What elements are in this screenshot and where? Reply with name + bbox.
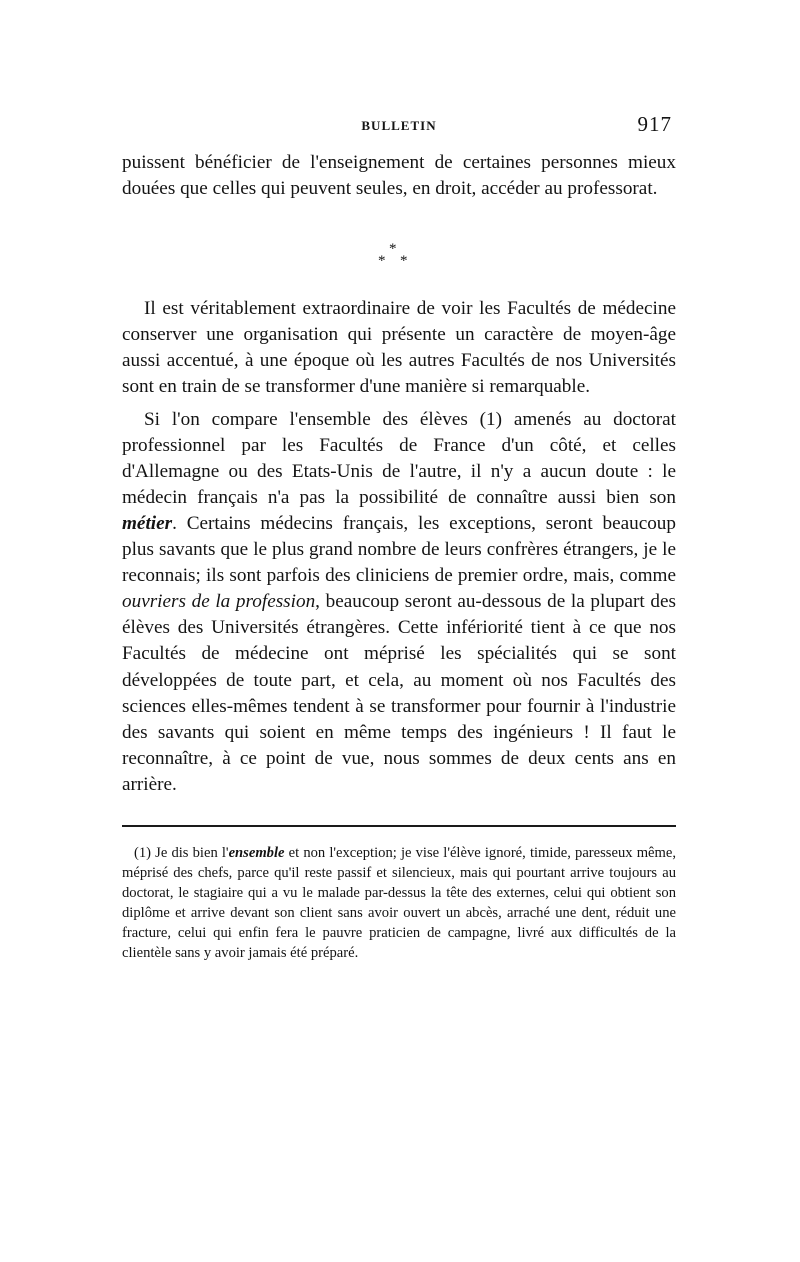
page-number: 917	[637, 112, 672, 136]
emphasis-metier: métier	[122, 512, 173, 534]
asterism-star-top: *	[389, 241, 397, 258]
emphasis-ouvriers: ouvriers de la profession	[122, 591, 316, 613]
footnote-part-2: et non l'exception; je vise l'élève ignoré, timide, paresseux même, méprisé des chefs, parce qu'il reste passif et silencieux, mais qui pourtant arrive toujours au doctorat, le stagiaire qui a vu le malade par-dessus la tête des externes, celui qui obtient son diplôme et arrive devant son client sans avoir ouvert un abcès, arraché une dent, réduit une fracture, celui qui enfin fera le pauvre praticien de campagne, livré aux difficultés de la clientèle sans y avoir jamais été préparé.	[122, 844, 677, 962]
paragraph-continuation: puissent bénéficier de l'enseignement de certaines personnes mieux douées que celles qui peuvent seules, en droit, accéder au professorat.	[122, 152, 676, 200]
page	[122, 112, 676, 978]
running-title: BULLETIN	[361, 118, 437, 133]
asterism-star-right: *	[400, 253, 408, 270]
footnote-part-1: (1) Je dis bien l'	[134, 844, 229, 861]
asterism-star-left: *	[378, 253, 386, 270]
paragraph-comparaison-part-2: . Certains médecins français, les exceptions, seront beaucoup plus savants que le plus grand nombre de leurs confrères étrangers, je le reconnais; ils sont parfois des cliniciens de premier ordre, mais, comme	[122, 512, 676, 587]
footnote-rule	[122, 825, 676, 827]
paragraph-comparaison-part-3: , beaucoup seront au-dessous de la plupart des élèves des Universités étrangères. Cette infériorité tient à ce que nos Facultés de médecine ont méprisé les spécialités qui se sont développées de toute part, et cela, au moment où nos Facultés des sciences elles-mêmes tendent à se transformer pour fournir à l'industrie des savants qui soient en même temps des ingénieurs ! Il faut le reconnaître, à ce point de vue, nous sommes de deux cents ans en arrière.	[122, 591, 676, 795]
footnote-1	[122, 843, 676, 964]
asterism-divider	[122, 238, 676, 290]
paragraph-comparaison-part-1: Si l'on compare l'ensemble des élèves (1) amenés au doctorat professionnel par les Facultés de France d'un côté, et celles d'Allemagne ou des Etats-Unis de l'autre, il n'y a aucun doute : le médecin français n'a pas la possibilité de connaître aussi bien son	[122, 408, 676, 508]
emphasis-ensemble: ensemble	[228, 844, 285, 861]
running-head	[122, 112, 676, 142]
paragraph-facultes: Il est véritablement extraordinaire de voir les Facultés de médecine conserver une organisation qui présente un caractère de moyen-âge aussi accentué, à une époque où les autres Facultés de nos Universités sont en train de se transformer d'une manière si remarquable.	[122, 298, 676, 398]
paragraph-comparaison	[122, 407, 676, 798]
